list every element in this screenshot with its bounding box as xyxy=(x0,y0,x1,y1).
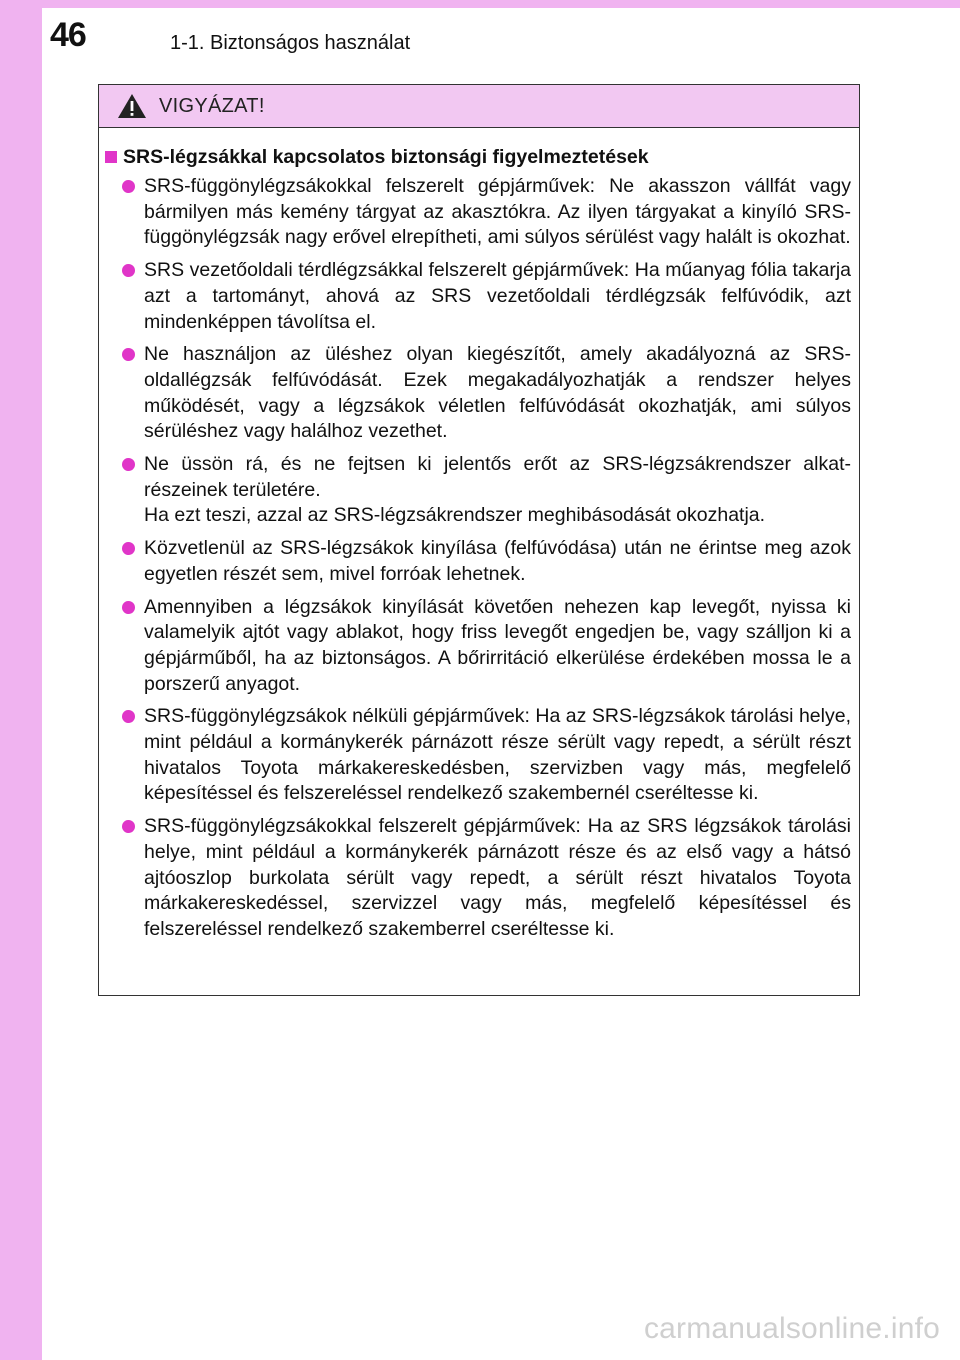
round-bullet-icon xyxy=(122,542,135,555)
list-item xyxy=(105,452,851,529)
list-item xyxy=(105,704,851,807)
warning-subheading-text: SRS-légzsákkal kapcsolatos biztonsági figyelmeztetések xyxy=(123,146,649,168)
list-item-text-continued: Ha ezt teszi, azzal az SRS-légzsákrendszer meghibásodását okozhatja. xyxy=(144,504,766,527)
watermark: carmanualsonline.info xyxy=(643,1312,940,1345)
warning-body xyxy=(99,128,859,943)
list-item xyxy=(105,814,851,943)
round-bullet-icon xyxy=(122,820,135,833)
list-item-text: Ne üssön rá, és ne fejtsen ki jelentős erőt az SRS-légzsákrendszer alkatrészeinek területére. xyxy=(144,453,851,501)
warning-triangle-icon xyxy=(117,93,147,119)
list-item-text: SRS-függönylégzsákokkal felszerelt gépjárművek: Ne akasszon vállfát vagy bármilyen más kemény tárgyat az akasztókra. Az ilyen tárgyakat a kinyíló SRS-függönylégzsák nagy erővel elrepítheti, ami súlyos sérülést vagy halált is okozhat. xyxy=(144,175,851,249)
warning-header xyxy=(99,85,859,128)
warning-title: VIGYÁZAT! xyxy=(159,95,265,117)
list-item xyxy=(105,536,851,587)
square-bullet-icon xyxy=(105,151,117,163)
side-color-band xyxy=(0,0,42,1360)
list-item-text: Amennyiben a légzsákok kinyílását követően nehezen kap levegőt, nyissa ki valamelyik ajtót vagy ablakot, hogy friss levegőt engedjen be, vagy szálljon ki a gépjárműből, ha az biztonságos. A bőrirritáció elkerülése érdekében mossa le a porszerű anyagot. xyxy=(144,595,851,695)
section-title: 1-1. Biztonságos használat xyxy=(170,32,411,54)
list-item-text: Ne használjon az üléshez olyan kiegészítőt, amely akadályozná az SRS-oldallégzsák felfúvódását. Ezek megakadályozhatják a rendszer helyes működését, vagy a légzsákok véletlen felfúvódását okozhatják, ami súlyos sérüléshez vagy halálhoz vezethet. xyxy=(144,343,851,443)
warning-box xyxy=(98,84,860,996)
list-item-text: Közvetlenül az SRS-légzsákok kinyílása (felfúvódása) után ne érintse meg azok egyetlen részét sem, mivel forróak lehetnek. xyxy=(144,537,851,585)
list-item xyxy=(105,258,851,335)
list-item-text: SRS-függönylégzsákokkal felszerelt gépjárművek: Ha az SRS légzsákok tárolási helye, mint például a kormánykerék párnázott része és az első vagy a hátsó ajtóoszlop burkolata sérült vagy repedt, a sérült részt hivatalos Toyota márkakereskedéssel, szervizzel vagy más, megfelelő képesítéssel és felszereléssel rendelkező szakemberrel cseréltesse ki. xyxy=(144,815,851,940)
round-bullet-icon xyxy=(122,180,135,193)
list-item xyxy=(105,342,851,445)
round-bullet-icon xyxy=(122,601,135,614)
round-bullet-icon xyxy=(122,348,135,361)
round-bullet-icon xyxy=(122,710,135,723)
list-item xyxy=(105,174,851,251)
top-color-band xyxy=(0,0,960,8)
round-bullet-icon xyxy=(122,264,135,277)
warning-subheading xyxy=(105,144,851,170)
list-item-text: SRS-függönylégzsákok nélküli gépjárművek: Ha az SRS-légzsákok tárolási helye, mint például a kormánykerék párnázott része sérült vagy repedt, a sérült részt hivatalos Toyota márkakereskedésben, szervizben vagy más, megfelelő képesítéssel és felszereléssel rendelkező szakembernél cseréltesse ki. xyxy=(144,705,851,805)
page-number: 46 xyxy=(50,16,86,54)
list-item xyxy=(105,595,851,698)
round-bullet-icon xyxy=(122,458,135,471)
list-item-text: SRS vezetőoldali térdlégzsákkal felszerelt gépjárművek: Ha műanyag fólia takarja azt a tartományt, ahová az SRS vezetőoldali térdlégzsák felfúvódik, azt mindenképpen távolítsa el. xyxy=(144,259,851,333)
